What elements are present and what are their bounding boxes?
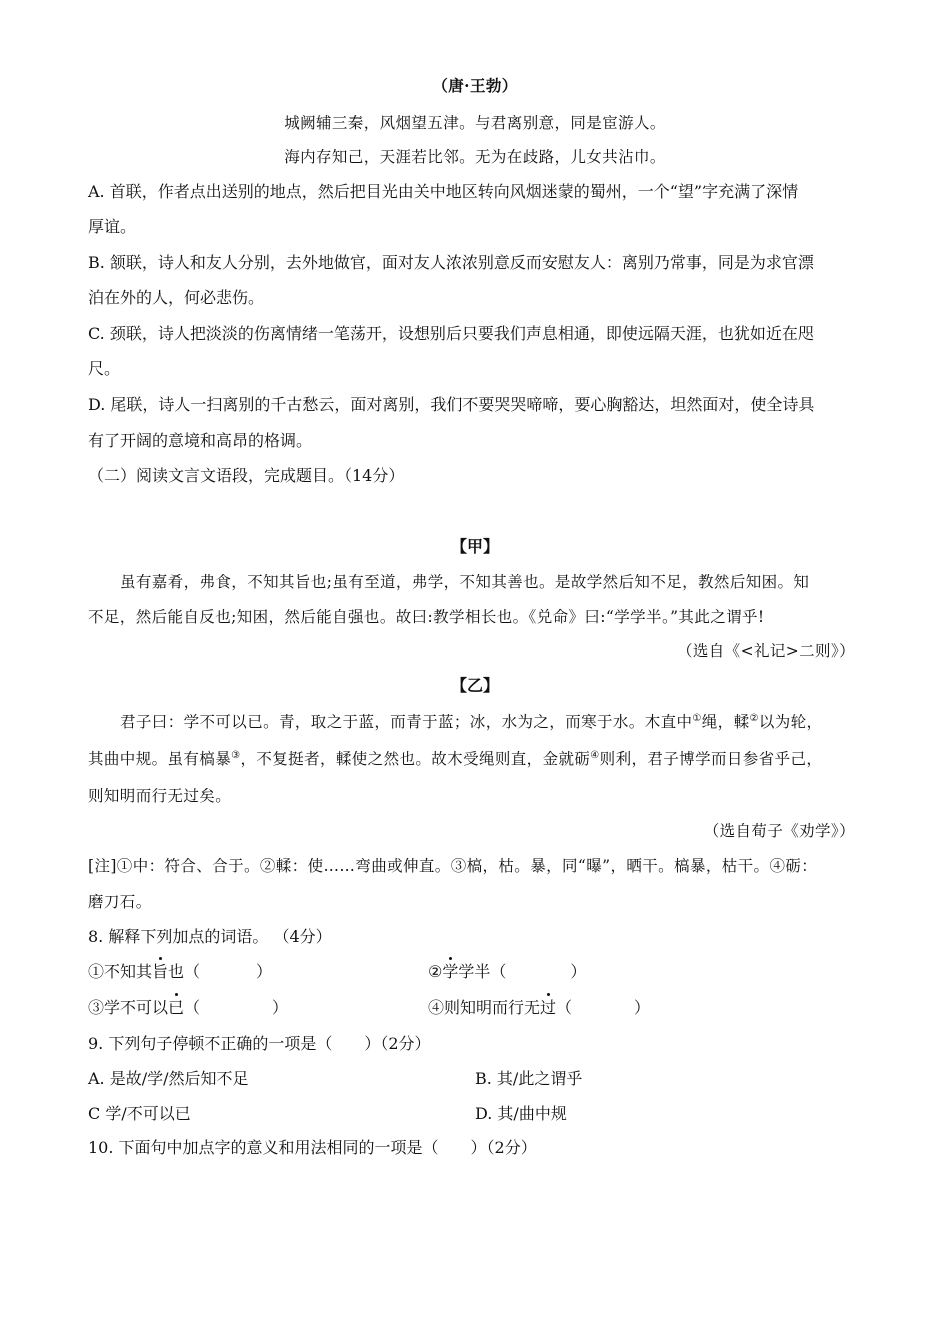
footnote-marker-1: ① xyxy=(692,712,702,724)
emphasis-dot-char: 旨 xyxy=(152,962,169,981)
section-2-title: （二）阅读文言文语段，完成题目。（14分） xyxy=(88,466,405,485)
yi-text-segment: 其曲中规。虽有槁暴 xyxy=(88,750,232,768)
jia-paragraph-line1: 虽有嘉肴，弗食，不知其旨也;虽有至道，弗学，不知其善也。是故学然后知不足，教然后知困。知 xyxy=(120,573,810,591)
yi-paragraph-line1 xyxy=(120,712,822,732)
q8-item-4 xyxy=(428,998,650,1018)
poem-line-2: 海内存知己，天涯若比邻。无为在歧路，儿女共沾巾。 xyxy=(284,148,666,166)
annotation-line2: 磨刀石。 xyxy=(88,893,152,911)
q7-option-b-line1: B. 颔联，诗人和友人分别，去外地做官，面对友人浓浓别意反而安慰友人：离别乃常事，同是为求官漂 xyxy=(88,253,814,272)
q8-item-1 xyxy=(88,962,272,982)
jia-paragraph-line2: 不足，然后能自反也;知困，然后能自强也。故曰:教学相长也。《兑命》曰:“学学半。”其此之谓乎! xyxy=(88,608,765,626)
poem-line-1: 城阙辅三秦，风烟望五津。与君离别意，同是宦游人。 xyxy=(284,114,666,132)
q9-stem: 9. 下列句子停顿不正确的一项是（ ）（2分） xyxy=(88,1034,431,1053)
q8-item-text: ④则知明而行无 xyxy=(428,998,541,1017)
emphasis-dot-char: 学 xyxy=(442,962,459,981)
q8-item-3 xyxy=(88,998,288,1018)
q7-option-a-line2: 厚谊。 xyxy=(88,217,137,236)
q8-item-text: （ xyxy=(184,998,201,1017)
q10-stem: 10. 下面句中加点字的意义和用法相同的一项是（ ）（2分） xyxy=(88,1138,537,1157)
emphasis-dot-char: 已 xyxy=(168,998,185,1017)
q8-item-2 xyxy=(428,962,586,982)
q7-option-a-line1: A. 首联，作者点出送别的地点，然后把目光由关中地区转向风烟迷蒙的蜀州，一个“望”字充满了深情 xyxy=(88,182,799,201)
q8-item-text: 学半（ xyxy=(458,962,507,981)
poem-author: （唐·王勃） xyxy=(432,76,518,95)
q8-item-text: ） xyxy=(570,962,587,981)
q8-stem: 8. 解释下列加点的词语。 （4分） xyxy=(88,927,332,946)
footnote-marker-3: ③ xyxy=(231,749,241,761)
q9-option-a[interactable]: A. 是故/学/然后知不足 xyxy=(88,1069,249,1088)
yi-text-segment: 绳，輮 xyxy=(701,713,750,731)
yi-text-segment: 君子曰：学不可以已。青，取之于蓝，而青于蓝；冰，水为之，而寒于水。木直中 xyxy=(120,713,693,731)
q7-option-b-line2: 泊在外的人，何必悲伤。 xyxy=(88,288,265,307)
annotation-line1: [注]①中：符合、合于。②輮：使……弯曲或伸直。③槁，枯。暴，同“曝”，晒干。槁暴，枯干。④砺： xyxy=(88,857,818,875)
emphasis-dot-char: 过 xyxy=(540,998,557,1017)
q9-option-d[interactable]: D. 其/曲中规 xyxy=(475,1104,567,1123)
q8-item-text: ） xyxy=(272,998,289,1017)
footnote-marker-2: ② xyxy=(749,712,759,724)
q8-item-text: ①不知其 xyxy=(88,962,153,981)
yi-paragraph-line3: 则知明而行无过矣。 xyxy=(88,787,232,805)
yi-text-segment: ，不复挺者，輮使之然也。故木受绳则直，金就砺 xyxy=(240,750,591,768)
q7-option-d-line1: D. 尾联，诗人一扫离别的千古愁云，面对离别，我们不要哭哭啼啼，要心胸豁达，坦然面对，使全诗具 xyxy=(88,395,815,414)
q8-item-text: ③学不可以 xyxy=(88,998,169,1017)
yi-paragraph-line2 xyxy=(88,749,822,769)
yi-heading: 【乙】 xyxy=(450,676,499,695)
q8-item-text: 也（ xyxy=(168,962,201,981)
yi-text-segment: 以为轮， xyxy=(758,713,823,731)
q8-item-text: ） xyxy=(634,998,651,1017)
yi-source: （选自荀子《劝学》） xyxy=(703,822,855,840)
q8-item-text: ） xyxy=(256,962,273,981)
q7-option-c-line1: C. 颈联，诗人把淡淡的伤离情绪一笔荡开，设想别后只要我们声息相通，即使远隔天涯，也犹如近在咫 xyxy=(88,324,814,343)
jia-heading: 【甲】 xyxy=(450,537,499,556)
jia-source: （选自《<礼记>二则》） xyxy=(676,642,855,660)
q7-option-d-line2: 有了开阔的意境和高昂的格调。 xyxy=(88,431,313,450)
q9-option-c[interactable]: C 学/不可以已 xyxy=(88,1104,191,1123)
yi-text-segment: 则利，君子博学而日参省乎己， xyxy=(599,750,823,768)
q7-option-c-line2: 尺。 xyxy=(88,359,121,378)
q8-item-text: （ xyxy=(556,998,573,1017)
q9-option-b[interactable]: B. 其/此之谓乎 xyxy=(475,1069,583,1088)
footnote-marker-4: ④ xyxy=(590,749,600,761)
q8-item-text: ② xyxy=(428,962,443,981)
